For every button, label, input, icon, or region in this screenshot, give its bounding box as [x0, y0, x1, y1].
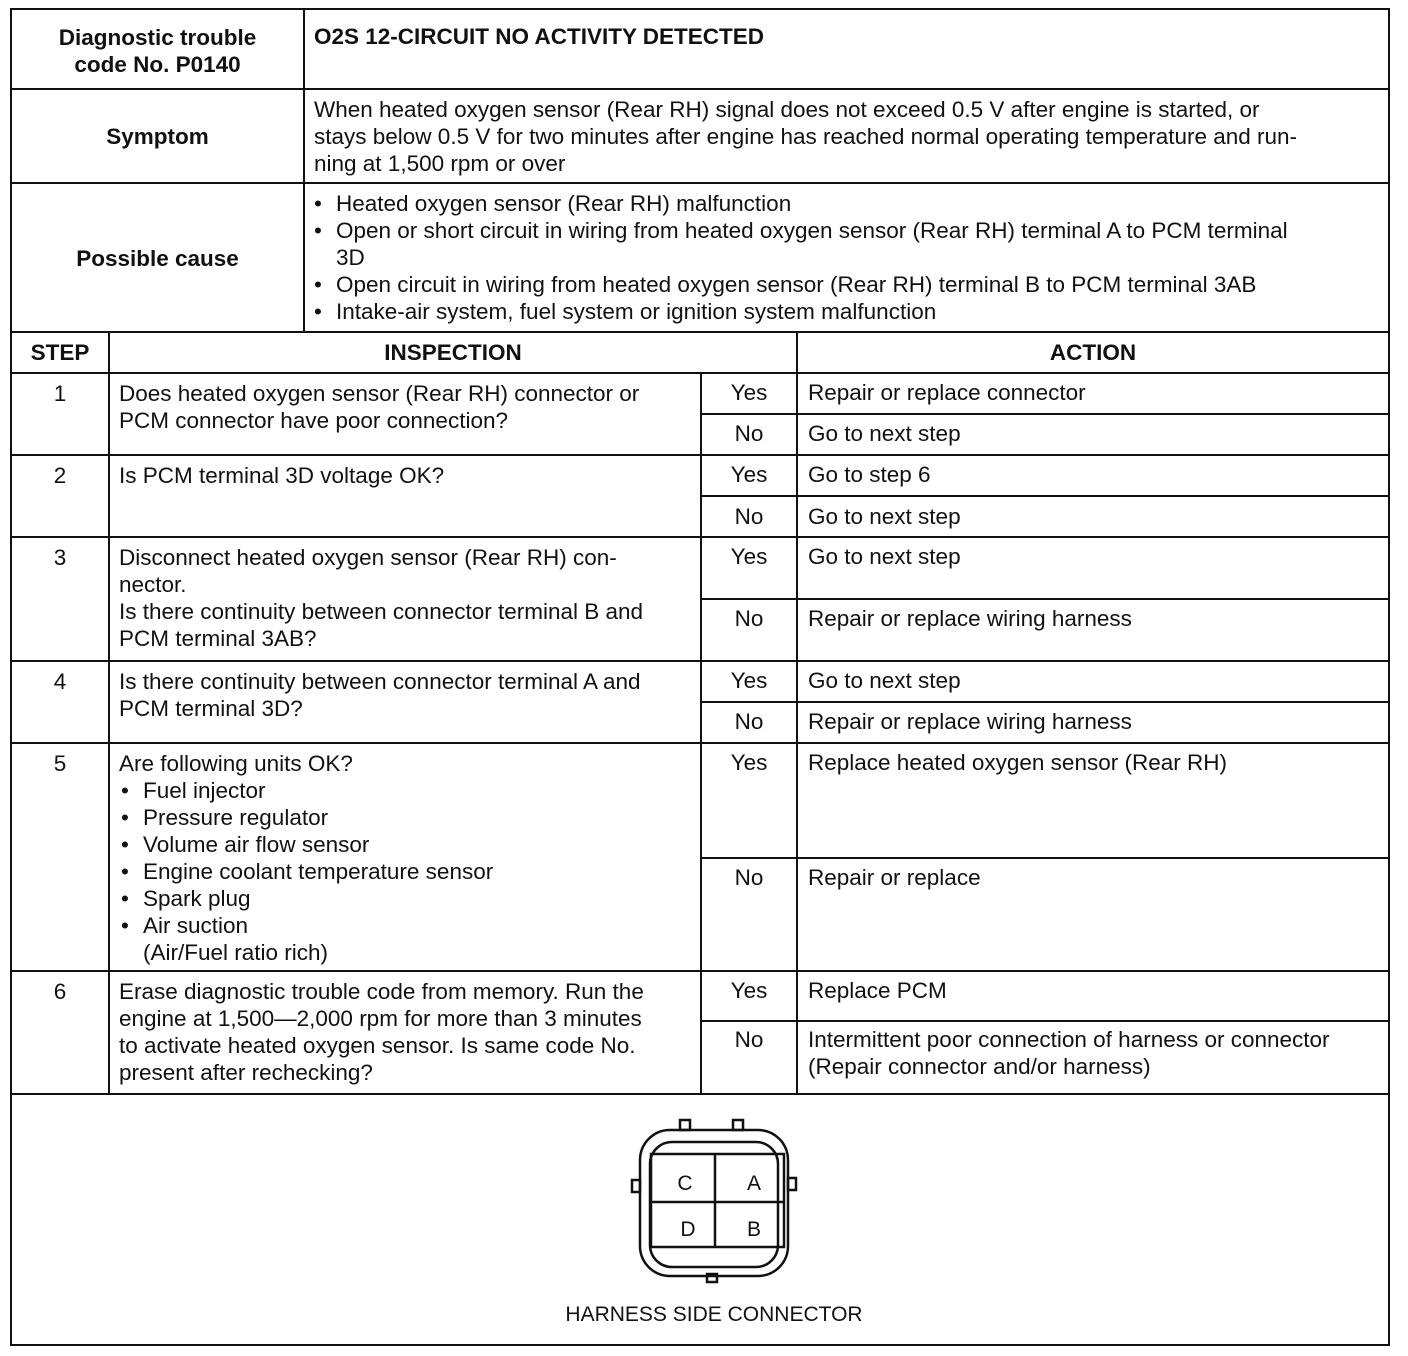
- no-label: No: [734, 709, 764, 734]
- terminal-b: B: [746, 1218, 762, 1241]
- divider: [700, 701, 1390, 703]
- symptom-label: Symptom: [106, 124, 209, 149]
- no-label: No: [734, 1027, 764, 1052]
- divider: [700, 1020, 1390, 1022]
- terminal-c: C: [677, 1172, 693, 1195]
- yes-action: Repair or replace connector: [808, 380, 1086, 405]
- divider: [700, 598, 1390, 600]
- list-item: • Engine coolant temperature sensor: [119, 858, 493, 885]
- no-label: No: [734, 421, 764, 446]
- yes-label: Yes: [730, 544, 768, 569]
- step-number: 4: [53, 669, 67, 694]
- list-item: • Air suction: [119, 912, 493, 939]
- yes-label: Yes: [730, 668, 768, 693]
- list-item: • Volume air flow sensor: [119, 831, 493, 858]
- column-header-step: STEP: [30, 340, 90, 365]
- divider: [700, 495, 1390, 497]
- step-inspection: Erase diagnostic trouble code from memory. Run the engine at 1,500—2,000 rpm for more than 3 minutes to activate heated oxygen sensor. Is same code No. present after rechecking?: [119, 979, 644, 1085]
- dtc-label: Diagnostic trouble code No. P0140: [58, 25, 257, 77]
- terminal-d: D: [680, 1218, 696, 1241]
- connector-tab-top-right: [733, 1120, 743, 1130]
- possible-cause-label: Possible cause: [76, 246, 239, 271]
- step-number: 5: [53, 751, 67, 776]
- no-action: Repair or replace: [808, 865, 981, 890]
- step-number: 6: [53, 979, 67, 1004]
- terminal-block: [651, 1154, 784, 1247]
- harness-connector-diagram: [620, 1110, 810, 1290]
- connector-tab-top-left: [680, 1120, 690, 1130]
- yes-label: Yes: [730, 978, 768, 1003]
- divider: [700, 413, 1390, 415]
- yes-label: Yes: [730, 750, 768, 775]
- connector-caption: HARNESS SIDE CONNECTOR: [565, 1303, 863, 1326]
- step-number: 3: [53, 545, 67, 570]
- list-item: • Heated oxygen sensor (Rear RH) malfunction: [312, 190, 1288, 217]
- possible-cause-list: [312, 190, 1288, 325]
- divider: [700, 857, 1390, 859]
- list-item: • Spark plug: [119, 885, 493, 912]
- yes-label: Yes: [730, 380, 768, 405]
- no-label: No: [734, 865, 764, 890]
- yes-action: Replace PCM: [808, 978, 947, 1003]
- step-inspection: Are following units OK? • Fuel injector • Pressure regulator • Volume air flow sensor • Engine coolant temperature sensor • Spark plug • Air suction (Air/Fuel ratio rich): [119, 750, 493, 966]
- list-item: • Pressure regulator: [119, 804, 493, 831]
- yes-action: Go to next step: [808, 544, 961, 569]
- step-inspection: Disconnect heated oxygen sensor (Rear RH) con- nector. Is there continuity between connector terminal B and PCM terminal 3AB?: [119, 545, 644, 651]
- list-item: • Open or short circuit in wiring from heated oxygen sensor (Rear RH) terminal A to PCM terminal 3D: [312, 217, 1288, 271]
- yes-action: Replace heated oxygen sensor (Rear RH): [808, 750, 1227, 775]
- no-label: No: [734, 504, 764, 529]
- divider: [10, 182, 1390, 184]
- yes-label: Yes: [730, 462, 768, 487]
- no-action: Intermittent poor connection of harness or connector (Repair connector and/or harness): [808, 1027, 1330, 1079]
- dtc-title: O2S 12-CIRCUIT NO ACTIVITY DETECTED: [314, 24, 765, 49]
- step-inspection: Does heated oxygen sensor (Rear RH) connector or PCM connector have poor connection?: [119, 381, 640, 433]
- symptom-text: When heated oxygen sensor (Rear RH) signal does not exceed 0.5 V after engine is started, or stays below 0.5 V for two minutes after engine has reached normal operating temperature and run- ning at 1,500 rpm or over: [314, 97, 1298, 176]
- list-item: • Fuel injector: [119, 777, 493, 804]
- no-action: Go to next step: [808, 504, 961, 529]
- step-inspection: Is PCM terminal 3D voltage OK?: [119, 463, 445, 488]
- divider: [796, 331, 798, 1095]
- no-label: No: [734, 606, 764, 631]
- no-action: Repair or replace wiring harness: [808, 709, 1132, 734]
- yes-action: Go to step 6: [808, 462, 931, 487]
- step-number: 2: [53, 463, 67, 488]
- no-action: Go to next step: [808, 421, 961, 446]
- divider: [108, 331, 110, 1095]
- no-action: Repair or replace wiring harness: [808, 606, 1132, 631]
- column-header-inspection: INSPECTION: [384, 340, 522, 365]
- yes-action: Go to next step: [808, 668, 961, 693]
- column-header-action: ACTION: [1049, 340, 1137, 365]
- divider: [10, 331, 1390, 333]
- divider: [303, 8, 305, 333]
- list-item: • Open circuit in wiring from heated oxygen sensor (Rear RH) terminal B to PCM terminal 3AB: [312, 271, 1288, 298]
- divider: [10, 88, 1390, 90]
- terminal-a: A: [746, 1172, 762, 1195]
- step-number: 1: [53, 381, 67, 406]
- list-item: • Intake-air system, fuel system or ignition system malfunction: [312, 298, 1288, 325]
- step-inspection: Is there continuity between connector terminal A and PCM terminal 3D?: [119, 669, 641, 721]
